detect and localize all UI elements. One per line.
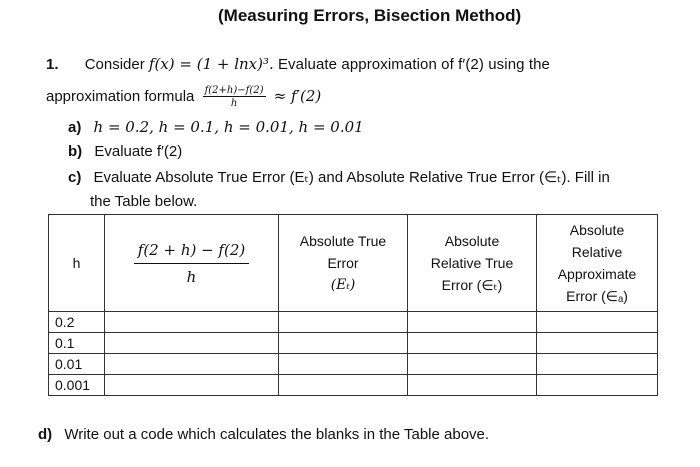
header-h: h [49,215,105,312]
part-a-label: a) [68,119,82,136]
approximation-formula [203,85,266,109]
header-text: Approximate [557,266,637,282]
formula-numerator: f(2+h)−f(2) [204,85,264,96]
blank-cell [279,375,408,396]
question-text: Evaluate approximation of f′(2) using the [277,56,551,73]
header-text: (Eₜ) [330,277,356,293]
header-text: Absolute [569,222,625,238]
part-a [68,118,364,136]
part-c-continued: the Table below. [90,193,198,210]
h-value: 0.1 [49,333,105,354]
blank-cell [105,333,279,354]
blank-cell [408,312,537,333]
part-b-text: Evaluate f′(2) [94,143,183,160]
header-absolute-relative-approximate-error [537,215,658,312]
blank-cell [408,354,537,375]
blank-cell [537,312,658,333]
formula-prefix: approximation formula [46,87,195,105]
part-b-label: b) [68,143,83,160]
question-1-line1 [46,55,550,73]
errors-table [48,214,658,396]
header-text: Error (∈ₜ) [441,277,503,293]
h-value: 0.01 [49,354,105,375]
header-text: Absolute [444,233,500,249]
blank-cell [537,375,658,396]
blank-cell [279,354,408,375]
question-1-line2 [46,85,321,109]
blank-cell [105,375,279,396]
question-function: f(x) = (1 + lnx)³. [148,55,274,73]
h-value: 0.001 [49,375,105,396]
part-c-label: c) [68,169,82,186]
question-intro: Consider [84,56,145,73]
header-absolute-relative-true-error [408,215,537,312]
h-value: 0.2 [49,312,105,333]
part-c [68,168,610,186]
part-d [38,426,489,443]
header-text: Relative [571,244,623,260]
part-c-text: Evaluate Absolute True Error (Eₜ) and Absolute Relative True Error (∈ₜ). Fill in [93,169,610,186]
question-number: 1. [46,56,59,73]
formula-suffix: ≈ f′(2) [273,86,322,105]
header-text: Error [327,255,359,271]
part-a-text: h = 0.2, h = 0.1, h = 0.01, h = 0.01 [93,118,364,136]
page-title: (Measuring Errors, Bisection Method) [218,6,522,25]
part-d-label: d) [38,426,53,443]
part-d-text: Write out a code which calculates the blanks in the Table above. [64,426,490,443]
header-absolute-true-error [279,215,408,312]
blank-cell [279,312,408,333]
difference-quotient [134,239,249,288]
blank-cell [408,375,537,396]
blank-cell [537,354,658,375]
table-row [49,312,658,333]
header-text: Relative True [430,255,514,271]
blank-cell [537,333,658,354]
difference-quotient-numerator: f(2 + h) − f(2) [134,239,249,264]
formula-denominator: h [230,98,238,109]
blank-cell [105,312,279,333]
header-text: Absolute True [299,233,387,249]
table-row [49,354,658,375]
header-difference-quotient [105,215,279,312]
blank-cell [105,354,279,375]
header-text: Error (∈ₐ) [566,288,628,304]
difference-quotient-denominator: h [186,267,197,286]
part-b [68,143,182,160]
blank-cell [408,333,537,354]
table-row [49,333,658,354]
table-row [49,375,658,396]
blank-cell [279,333,408,354]
table-header-row [49,215,658,312]
